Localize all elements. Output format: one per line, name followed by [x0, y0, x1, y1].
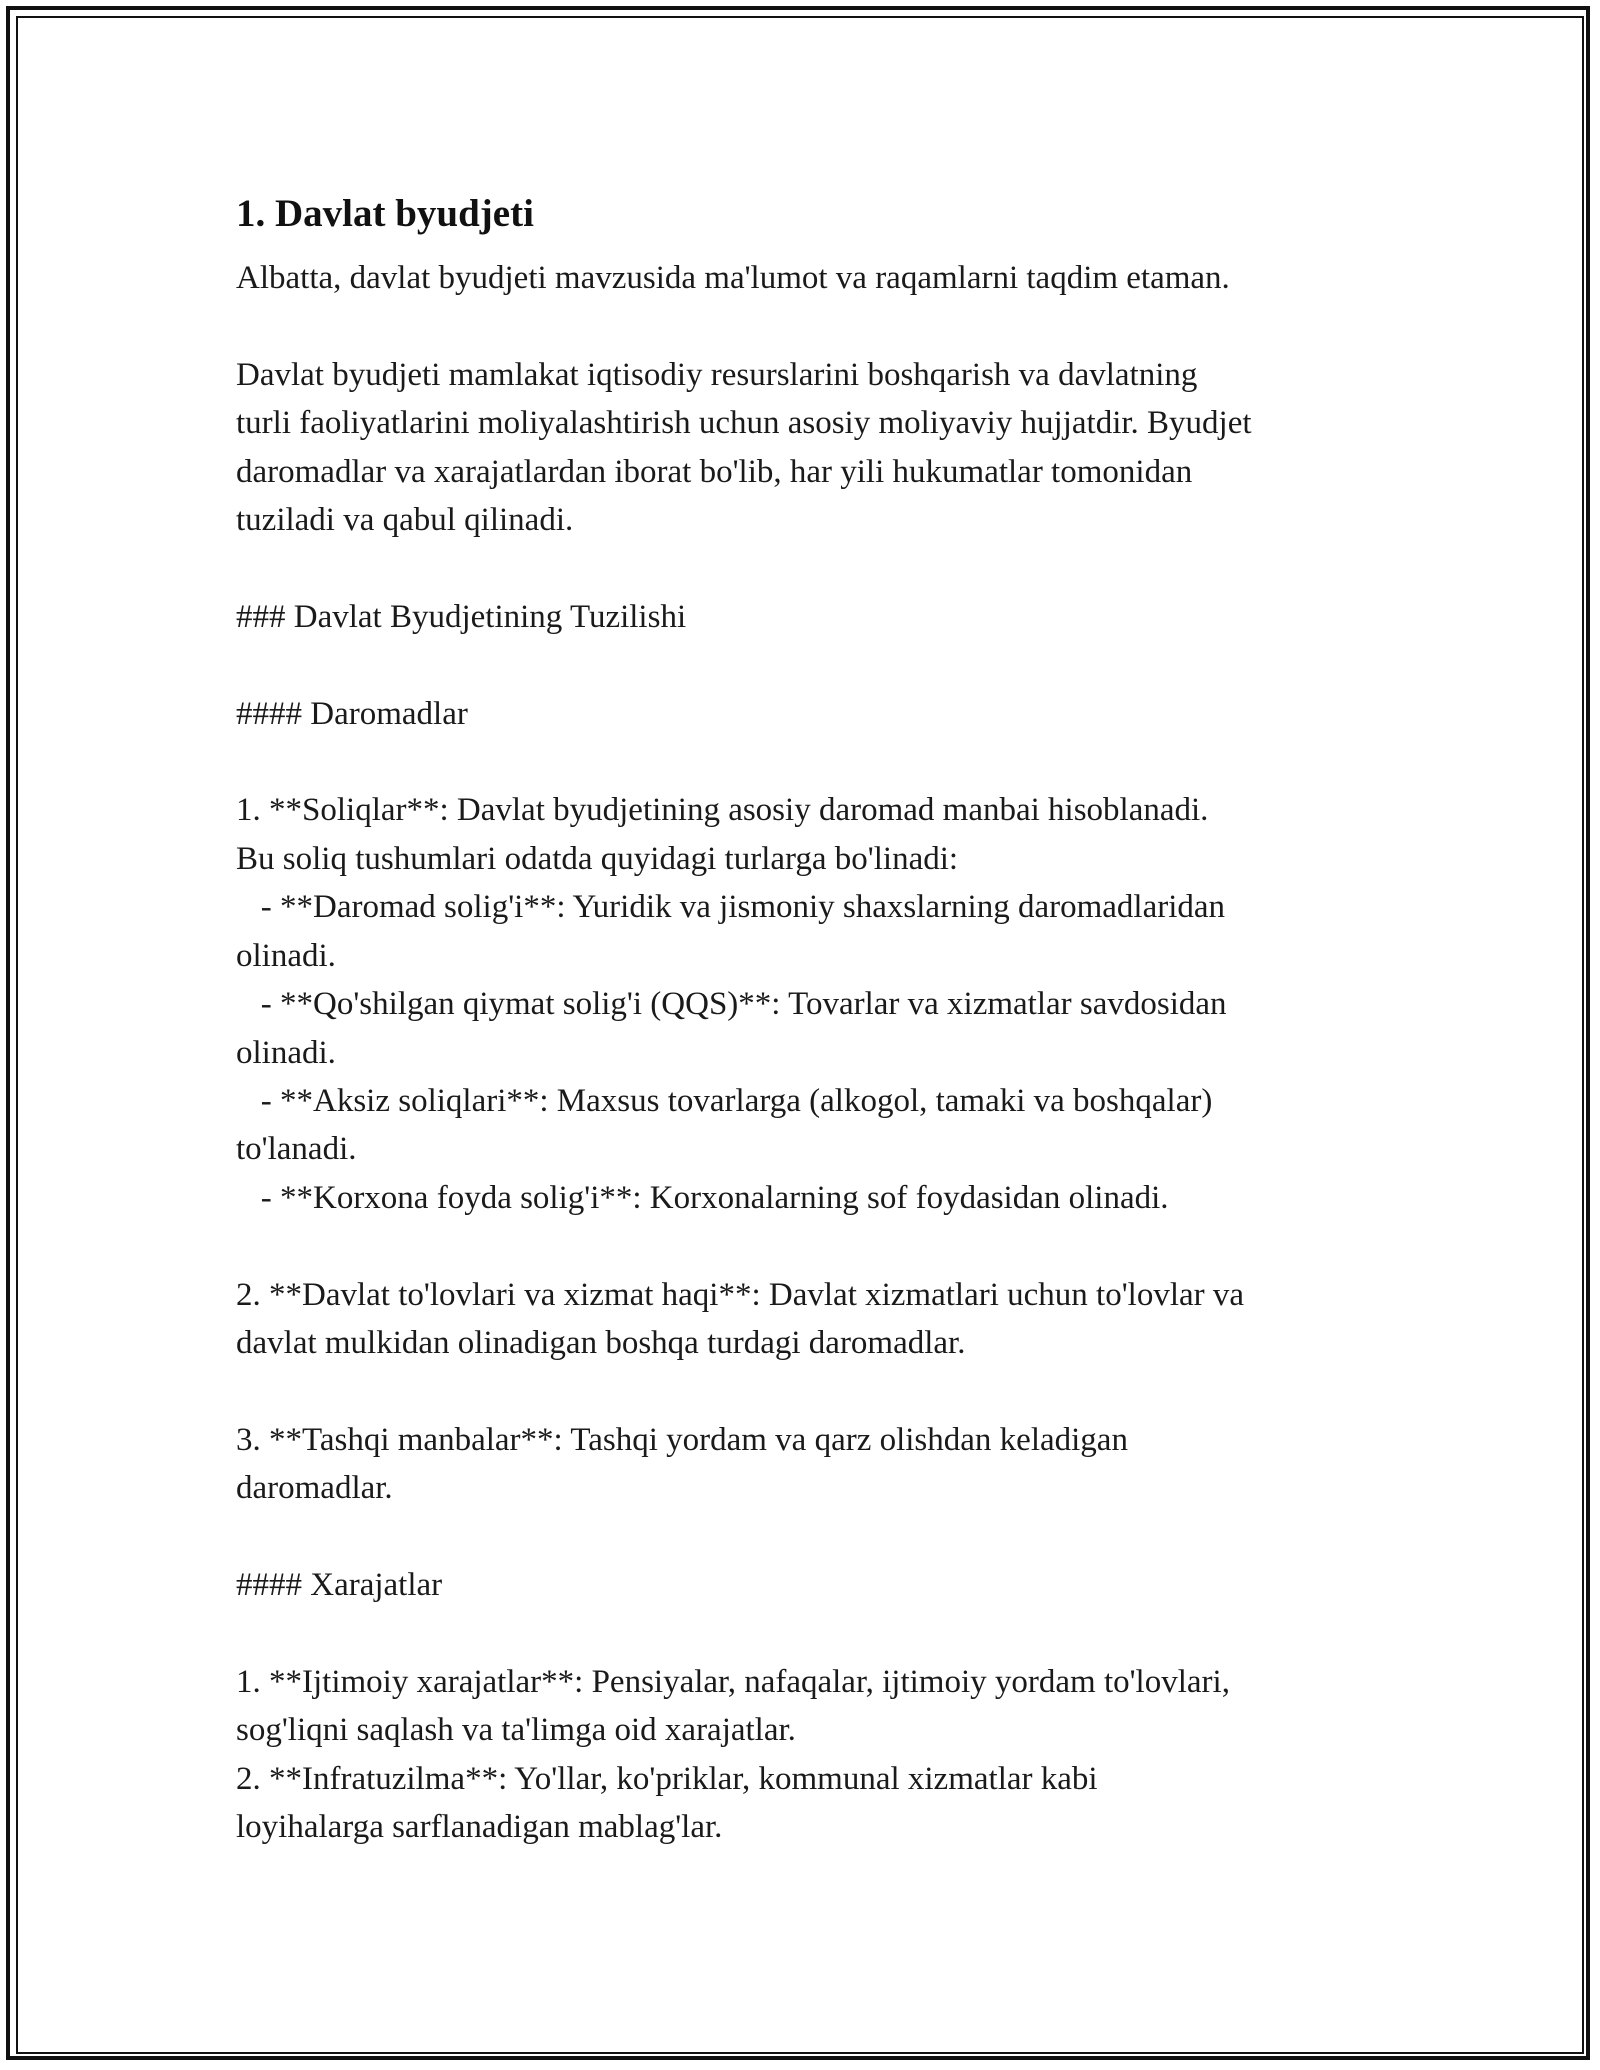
- document-content: [236, 182, 1396, 1851]
- document-body: Albatta, davlat byudjeti mavzusida ma'lumot va raqamlarni taqdim etaman. Davlat byudjeti mamlakat iqtisodiy resurslarini boshqarish va davlatning turli faoliyatlarini moliyalashtirish uchun asosiy moliyaviy hujjatdir. Byudjet daromadlar va xarajatlardan iborat bo'lib, har yili hukumatlar tomonidan tuziladi va qabul qilinadi. ### Davlat Byudjetining Tuzilishi #### Daromadlar 1. **Soliqlar**: Davlat byudjetining asosiy daromad manbai hisoblanadi. Bu soliq tushumlari odatda quyidagi turlarga bo'linadi: - **Daromad solig'i**: Yuridik va jismoniy shaxslarning daromadlaridan olinadi. - **Qo'shilgan qiymat solig'i (QQS)**: Tovarlar va xizmatlar savdosidan olinadi. - **Aksiz soliqlari**: Maxsus tovarlarga (alkogol, tamaki va boshqalar) to'lanadi. - **Korxona foyda solig'i**: Korxonalarning sof foydasidan olinadi. 2. **Davlat to'lovlari va xizmat haqi**: Davlat xizmatlari uchun to'lovlar va davlat mulkidan olinadigan boshqa turdagi daromadlar. 3. **Tashqi manbalar**: Tashqi yordam va qarz olishdan keladigan daromadlar. #### Xarajatlar 1. **Ijtimoiy xarajatlar**: Pensiyalar, nafaqalar, ijtimoiy yordam to'lovlari, sog'liqni saqlash va ta'limga oid xarajatlar. 2. **Infratuzilma**: Yo'llar, ko'priklar, kommunal xizmatlar kabi loyihalarga sarflanadigan mablag'lar.: [236, 260, 1252, 1845]
- document-title: 1. Davlat byudjeti: [236, 192, 534, 235]
